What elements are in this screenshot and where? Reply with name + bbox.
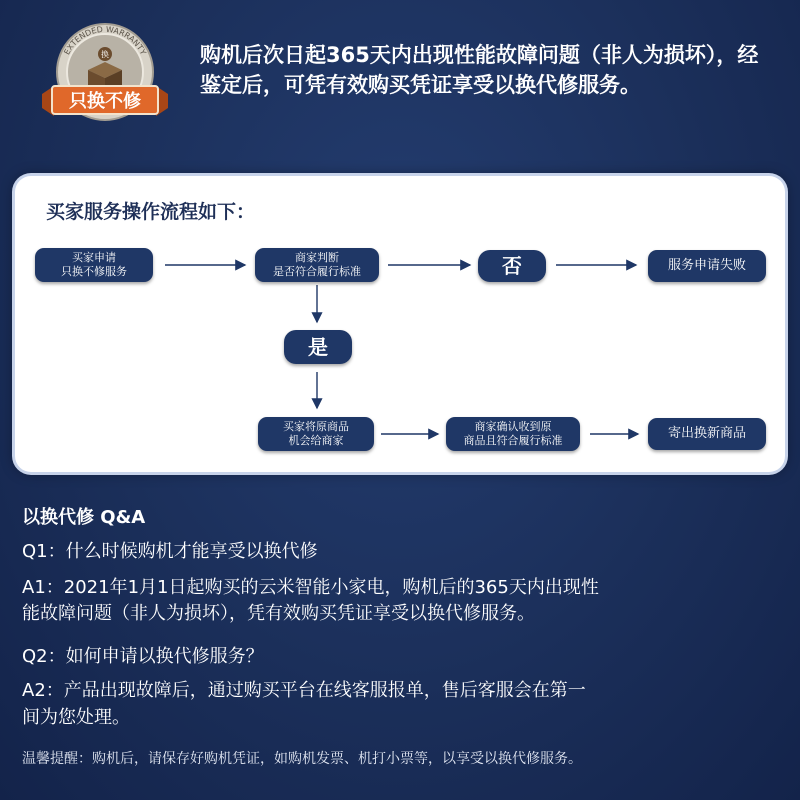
qa-a2-line2: 间为您处理。 <box>22 707 130 728</box>
node-confirm: 商家确认收到原 商品且符合履行标准 <box>446 417 580 451</box>
qa-title: 以换代修 Q&A <box>22 507 146 528</box>
qa-q2: Q2：如何申请以换代修服务？ <box>22 646 264 667</box>
qa-a1-line1: A1：2021年1月1日起购买的云米智能小家电，购机后的365天内出现性 <box>22 577 599 598</box>
svg-text:换: 换 <box>101 50 109 59</box>
node-no: 否 <box>478 250 546 282</box>
node-apply: 买家申请 只换不修服务 <box>35 248 153 282</box>
node-fail: 服务申请失败 <box>648 250 766 282</box>
tip-text: 温馨提醒：购机后，请保存好购机凭证，如购机发票、机打小票等，以享受以换代修服务。 <box>22 751 582 767</box>
node-send-back: 买家将原商品 机会给商家 <box>258 417 374 451</box>
intro-text: 购机后次日起365天内出现性能故障问题（非人为损坏），经鉴定后，可凭有效购买凭证享受以换代修服务。 <box>200 43 759 97</box>
qa-a2-line1: A2：产品出现故障后，通过购买平台在线客服报单，售后客服会在第一 <box>22 680 586 701</box>
flow-title: 买家服务操作流程如下： <box>46 201 256 223</box>
qa-a1-line2: 能故障问题（非人为损坏），凭有效购买凭证享受以换代修服务。 <box>22 603 535 624</box>
node-ship-new: 寄出换新商品 <box>648 418 766 450</box>
badge-label: 只换不修 <box>69 91 141 112</box>
node-yes: 是 <box>284 330 352 364</box>
qa-q1: Q1：什么时候购机才能享受以换代修 <box>22 541 318 562</box>
warranty-badge <box>40 20 170 130</box>
badge-arc-text: EXTENDED WARRANTY <box>62 24 148 57</box>
node-judge: 商家判断 是否符合履行标准 <box>255 248 379 282</box>
